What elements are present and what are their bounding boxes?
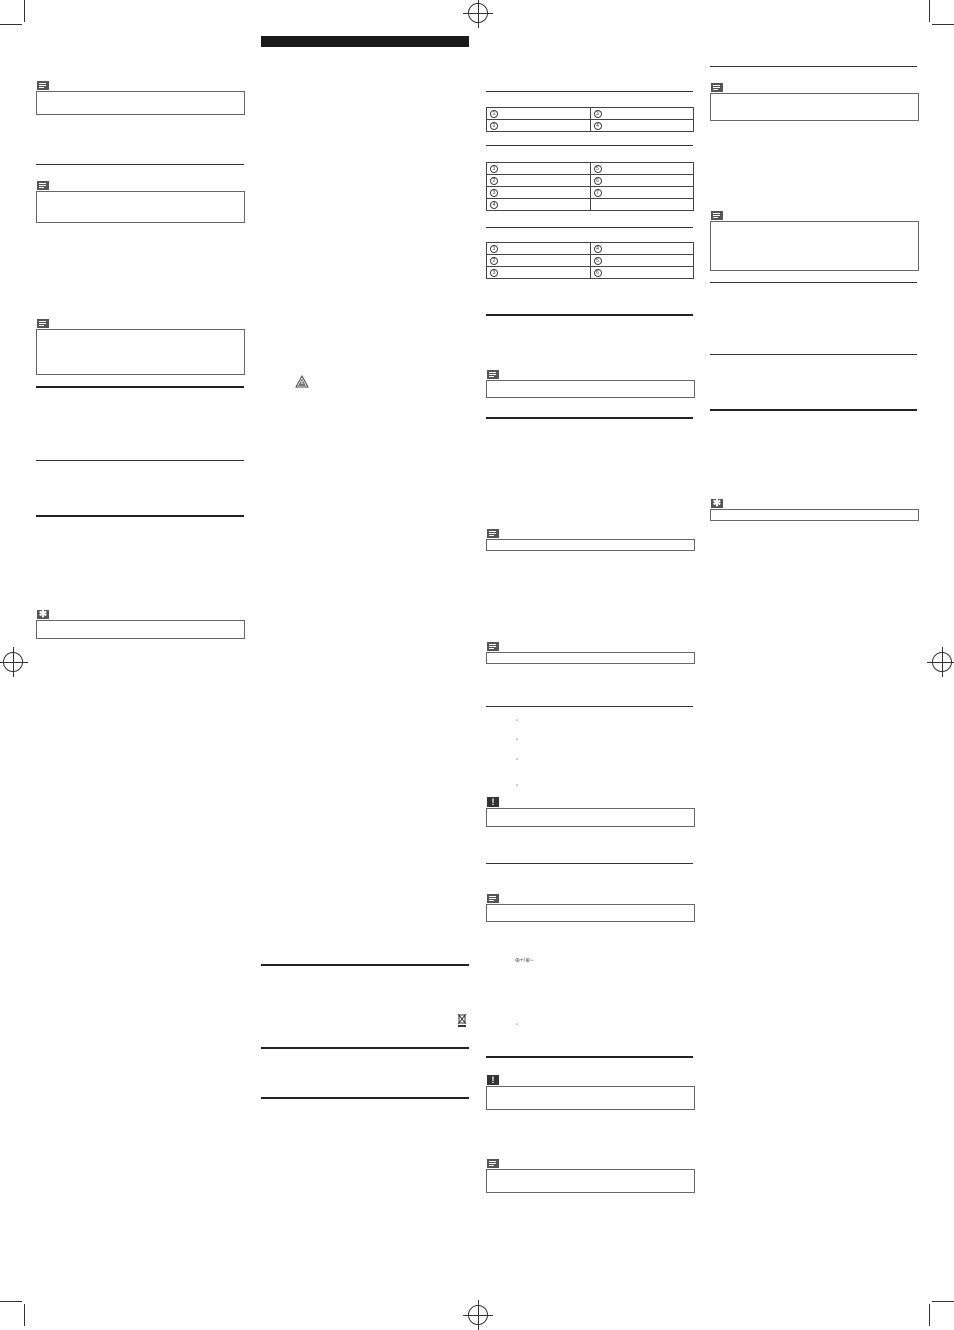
note-box: [710, 221, 919, 271]
table-cell: 4: [490, 201, 498, 209]
parts-table-2: [486, 162, 694, 211]
table-row: [487, 255, 694, 267]
note-icon: [487, 894, 499, 903]
button-glyph-icon: ▫: [516, 1022, 519, 1028]
section-divider: [486, 91, 693, 92]
crop-mark-bl-v: [24, 1304, 25, 1326]
crop-mark-bl-h: [0, 1301, 22, 1302]
note-icon: [37, 181, 49, 190]
header-title: [261, 42, 265, 51]
warning-box: [486, 808, 695, 827]
section-divider: [710, 354, 917, 355]
table-cell: 1: [490, 245, 498, 253]
table-row: [487, 187, 694, 199]
tip-box: [710, 509, 919, 521]
section-divider: [486, 417, 693, 419]
table-cell: 5: [594, 257, 602, 265]
table-cell: 4: [594, 122, 602, 130]
table-cell: 7: [594, 189, 602, 197]
registration-mark-right: [932, 652, 952, 672]
warning-icon: !: [487, 797, 499, 807]
note-icon: [711, 211, 723, 220]
note-icon: [487, 529, 499, 538]
note-box: [486, 652, 695, 664]
table-cell: 3: [594, 110, 602, 118]
button-glyph-icon: ▫: [516, 757, 519, 763]
tip-icon: ✱: [38, 609, 48, 620]
table-cell: 1: [490, 165, 498, 173]
button-glyph-icon: ▫: [516, 783, 519, 789]
note-box: [710, 93, 919, 121]
note-box: [36, 191, 245, 223]
note-icon: [37, 319, 49, 328]
table-cell: 2: [490, 177, 498, 185]
note-box: [36, 91, 245, 115]
registration-mark-bottom-center: [468, 1305, 488, 1325]
crop-mark-tr-v: [929, 0, 930, 22]
section-divider: [710, 282, 917, 283]
table-cell: 3: [490, 269, 498, 277]
table-cell: 2: [490, 257, 498, 265]
caution-triangle-icon: [295, 375, 309, 388]
section-divider: [261, 1097, 469, 1099]
note-icon: [487, 370, 499, 379]
crop-mark-tl-h: [0, 24, 22, 25]
section-divider: [486, 706, 693, 707]
button-glyph-icon: ▫: [516, 718, 519, 724]
warning-icon: !: [487, 1075, 499, 1085]
tip-icon: ✱: [712, 498, 722, 509]
note-icon: [487, 642, 499, 651]
section-divider: [486, 145, 693, 146]
section-divider: [36, 386, 244, 388]
section-divider: [261, 1047, 469, 1049]
table-cell: 4: [594, 245, 602, 253]
section-header-bar: [261, 36, 469, 47]
warning-box: [486, 1086, 695, 1110]
table-row: [487, 120, 694, 132]
crop-mark-br-v: [929, 1304, 930, 1326]
note-box: [486, 1169, 695, 1193]
table-cell: 6: [594, 269, 602, 277]
note-box: [486, 380, 695, 398]
table-row: [487, 267, 694, 279]
section-divider: [710, 409, 917, 411]
table-cell: 6: [594, 177, 602, 185]
volume-glyph-icon: ⊕+/⊕−: [515, 958, 534, 964]
section-divider: [261, 964, 469, 966]
table-row: [487, 163, 694, 175]
section-divider: [710, 66, 917, 67]
table-cell: 2: [490, 122, 498, 130]
button-glyph-icon: ▫: [516, 737, 519, 743]
section-divider: [486, 314, 693, 316]
note-icon: [37, 81, 49, 90]
note-box: [36, 329, 245, 375]
table-row: [487, 175, 694, 187]
registration-mark-left: [3, 652, 23, 672]
parts-table-3: [486, 242, 694, 279]
crop-mark-br-h: [932, 1301, 954, 1302]
table-cell: 3: [490, 189, 498, 197]
table-row: [487, 199, 694, 211]
section-divider: [486, 863, 693, 864]
parts-table-1: [486, 107, 694, 132]
table-cell: 5: [594, 165, 602, 173]
note-box: [486, 904, 695, 922]
section-divider: [486, 227, 693, 228]
note-box: [486, 539, 695, 551]
section-divider: [486, 1056, 693, 1058]
crossed-bin-icon: [456, 1012, 468, 1028]
table-row: [487, 243, 694, 255]
section-divider: [36, 460, 244, 461]
note-icon: [711, 83, 723, 92]
crop-mark-tr-h: [932, 24, 954, 25]
table-cell: 1: [490, 110, 498, 118]
table-row: [487, 108, 694, 120]
crop-mark-tl-v: [24, 0, 25, 22]
registration-mark-top-center: [468, 3, 488, 23]
tip-box: [36, 620, 245, 639]
section-divider: [36, 515, 244, 517]
section-divider: [36, 164, 244, 165]
note-icon: [487, 1159, 499, 1168]
